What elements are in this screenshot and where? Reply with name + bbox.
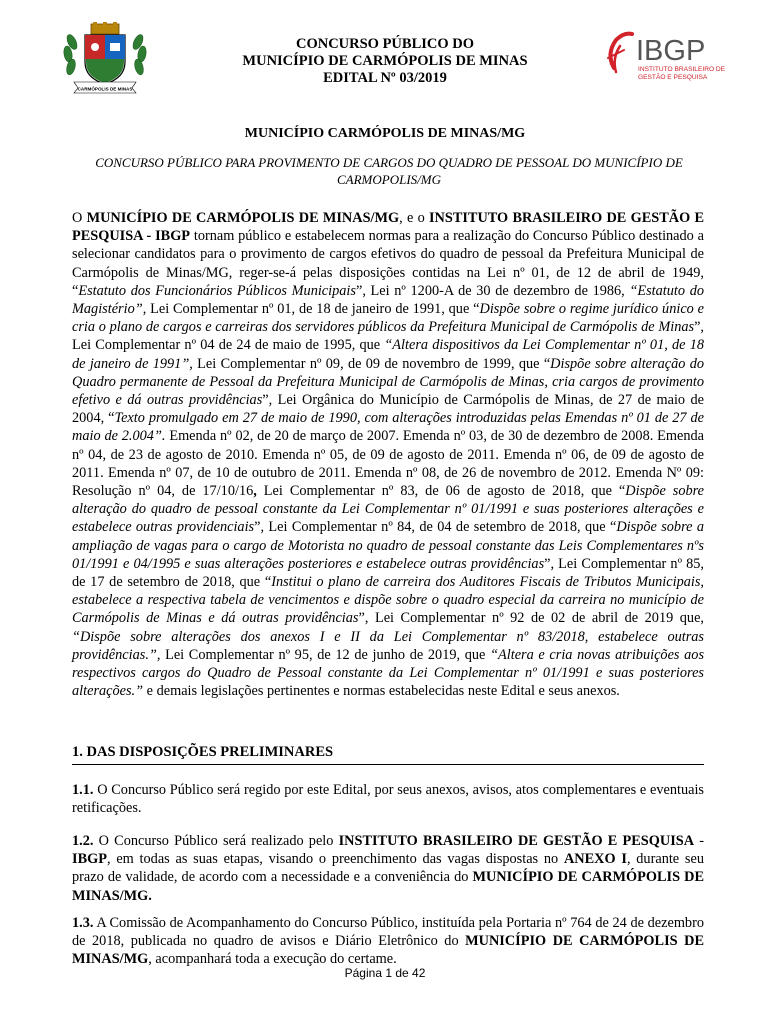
intro-italic-citation: Dispõe sobre alteração do Quadro permanente de Pessoal da Prefeitura Municipal de Carmópolis de Minas, cria cargos de provimento efetivo e dá outras providências (72, 355, 704, 409)
intro-italic-citation: Dispõe sobre o regime jurídico único e cria o plano de cargos e carreiras dos servidores públicos da Prefeitura Municipal de Carmópolis de Minas (72, 301, 705, 336)
intro-text: ”, Lei Complementar nº 84, de 04 de setembro de 2018, que “ (254, 519, 617, 536)
intro-text: Lei Complementar nº 83, de 06 de agosto de 2018, que “ (256, 483, 626, 500)
intro-text: ”, Lei Complementar nº 92 de 02 de abril de 2019 que, (358, 610, 705, 627)
intro-italic-citation: “Estatuto do Magistério” (72, 282, 705, 318)
clause-bold: MUNICÍPIO DE CARMÓPOLIS DE MINAS/MG (72, 933, 704, 968)
intro-text: , Lei Complementar nº 01, de 18 de janeiro de 1991, que “ (142, 301, 480, 318)
intro-text: Lei Complementar nº 09, de 09 de novembro de 1999, que “ (192, 355, 551, 372)
clause-text: , acompanhará toda a execução do certame. (148, 951, 397, 968)
clause-number: 1.2. (72, 833, 94, 849)
section-heading: 1. DAS DISPOSIÇÕES PRELIMINARES (72, 744, 704, 765)
clause-1-2 (72, 832, 704, 905)
intro-text: Lei Complementar nº 95, de 12 de junho de 2019, que (160, 646, 491, 663)
intro-italic-citation: “Dispõe sobre alterações dos anexos I e II da Lei Complementar nº 83/2018, estabelece outras providências.”, (72, 628, 704, 663)
intro-italic-citation: Texto promulgado em 27 de maio de 1990, com alterações introduzidas pelas Emendas nº 01 de 27 de maio de 2.004”. (72, 410, 704, 445)
municipal-crest-icon (52, 22, 158, 94)
document-subtitle: CONCURSO PÚBLICO PARA PROVIMENTO DE CARGOS DO QUADRO DE PESSOAL DO MUNICÍPIO DE CARMOPOLIS/MG (95, 155, 683, 187)
intro-italic-citation: Dispõe sobre alteração do quadro de pessoal constante da Lei Complementar nº 01/1991 e suas posteriores alterações e estabelece outras providenciais (72, 483, 704, 536)
intro-text: O (72, 210, 87, 226)
clause-bold: IBGP (72, 851, 107, 868)
intro-text: ”, Lei nº 1200-A de 30 de dezembro de 1986, (355, 282, 630, 299)
intro-bold-municipio: MUNICÍPIO DE CARMÓPOLIS DE MINAS/MG (86, 210, 400, 226)
clause-1-1 (72, 781, 704, 817)
intro-text: Emenda nº 02, de 20 de março de 2007. Emenda nº 03, de 30 de dezembro de 2008. Emenda nº 04, de 23 de agosto de 2010. Emenda nº 05, de 09 de agosto de 2011. Emenda nº 06, de 09 de agosto de 2011. Emenda nº 07, de 10 de outubro de 2011. Emenda nº 08, de 26 de novembro de 2012. Emenda Nº 09: Resolução nº 04, de 17/10/16 (72, 428, 704, 500)
document-title: MUNICÍPIO CARMÓPOLIS DE MINAS/MG (244, 126, 526, 141)
clause-text: , em todas as suas etapas, visando o preenchimento das vagas dispostas no (106, 851, 564, 868)
intro-text: e demais legislações pertinentes e normas estabelecidas neste Edital e seus anexos. (143, 683, 620, 700)
header-line-2: MUNICÍPIO DE CARMÓPOLIS DE MINAS (242, 53, 528, 69)
clause-bold: ANEXO I (563, 851, 627, 868)
header-title (215, 36, 555, 87)
intro-bold-comma: , (253, 483, 257, 500)
crest-caption: CARMÓPOLIS DE MINAS (77, 86, 133, 92)
clause-text: A Comissão de Acompanhamento do Concurso Público, instituída pela Portaria nº 764 de 24 de dezembro de 2018, publicada no quadro de avisos e Diário Eletrônico do (72, 915, 704, 950)
intro-text: ”, Lei Orgânica do Município de Carmópolis de Minas, de 27 de maio de 2004, “ (72, 392, 704, 427)
clause-bold: MUNICÍPIO DE CARMÓPOLIS DE MINAS/MG. (72, 869, 704, 904)
ibgp-logo-name: IBGP (636, 35, 706, 67)
intro-italic-citation: Institui o plano de carreira dos Auditores Fiscais de Tributos Municipais, estabelece a respectiva tabela de vencimentos e dispõe sobre o quadro especial da carreira no município de Carmópolis de Minas e dá outras providências (72, 574, 704, 627)
clause-text: , durante seu prazo de validade, de acordo com a necessidade e a conveniência do (72, 851, 704, 886)
intro-italic-citation: “Altera e cria novas atribuições aos respectivos cargos do Quadro de Pessoal constante da Lei Complementar nº 01/1991 e suas posteriores alterações.” (72, 646, 705, 700)
intro-text: , e o (399, 210, 429, 226)
clause-text: O Concurso Público será realizado pelo (93, 833, 339, 849)
intro-italic-citation: “Altera dispositivos da Lei Complementar nº 01, de 18 de janeiro de 1991”, (72, 337, 704, 372)
header-line-1: CONCURSO PÚBLICO DO (295, 36, 475, 52)
intro-italic-citation: Estatuto dos Funcionários Públicos Municipais (78, 282, 356, 299)
clause-bold: INSTITUTO BRASILEIRO DE GESTÃO E PESQUISA (338, 833, 695, 849)
header-line-3: EDITAL Nº 03/2019 (323, 70, 447, 86)
intro-text: tornam público e estabelecem normas para a realização do Concurso Público destinado a selecionar candidatos para o provimento de cargos efetivos do quadro de pessoal da Prefeitura Municipal de Carmópolis de Minas/MG, reger-se-á pelas disposições contidas na Lei nº 01, de 12 de abril de 1949, “ (72, 228, 704, 299)
clause-number: 1.1. (72, 782, 94, 798)
ibgp-logo-sub-2: GESTÃO E PESQUISA (638, 74, 708, 81)
clause-text: - (694, 833, 704, 849)
clause-number: 1.3. (72, 915, 94, 931)
intro-paragraph (72, 209, 704, 700)
intro-text: ”, Lei Complementar nº 85, de 17 de setembro de 2018, que “ (72, 555, 705, 591)
ibgp-logo-icon (602, 28, 726, 84)
intro-italic-citation: Dispõe sobre a ampliação de vagas para o cargo de Motorista no quadro de pessoal constante das Leis Complementares nºs 01/1991 e 04/1995 e suas alterações posteriores e estabelece outras providências (72, 519, 704, 572)
clause-text: O Concurso Público será regido por este Edital, por seus anexos, avisos, atos complementares e eventuais retificações. (72, 782, 704, 817)
ibgp-logo-sub-1: INSTITUTO BRASILEIRO DE (638, 66, 726, 73)
intro-bold-ibgp: INSTITUTO BRASILEIRO DE GESTÃO E PESQUISA - IBGP (72, 210, 704, 245)
page-number: Página 1 de 42 (344, 966, 426, 980)
intro-text: ”, Lei Complementar nº 04 de 24 de maio de 1995, que (72, 319, 704, 354)
clause-1-3 (72, 914, 704, 969)
